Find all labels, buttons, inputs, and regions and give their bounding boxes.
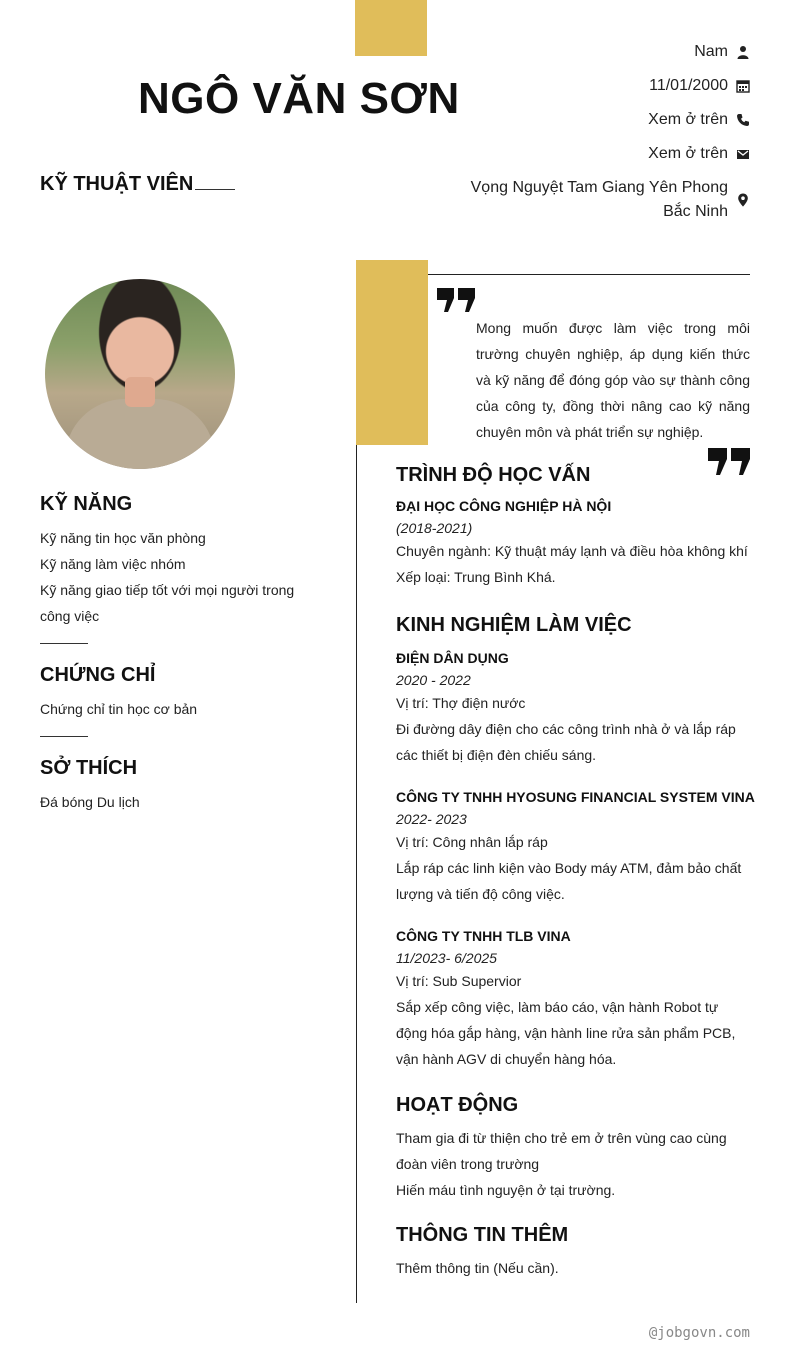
job-entry <box>396 650 750 768</box>
calendar-icon <box>736 79 750 93</box>
job-position: Vị trí: Thợ điện nước <box>396 695 526 711</box>
contact-email <box>450 142 750 166</box>
education-line: Xếp loại: Trung Bình Khá. <box>396 569 556 585</box>
skills-section <box>40 493 320 629</box>
email-text: Xem ở trên <box>648 145 728 162</box>
divider-line <box>40 736 88 737</box>
location-icon <box>736 193 750 207</box>
education-section <box>396 464 750 590</box>
job-description: Lắp ráp các linh kiện vào Body máy ATM, đảm bảo chất lượng và tiến độ công việc. <box>396 860 742 902</box>
certificate-item: Chứng chỉ tin học cơ bản <box>40 701 198 717</box>
experience-heading: KINH NGHIỆM LÀM VIỆC <box>396 614 632 636</box>
skill-item: Kỹ năng làm việc nhóm <box>40 556 186 572</box>
career-objective: Mong muốn được làm việc trong môi trường chuyên nghiệp, áp dụng kiến thức và kỹ năng để đóng góp vào sự thành công của công ty, đồng thời nâng cao kỹ năng chuyên môn và phát triển sự nghiệp. <box>476 320 750 440</box>
education-line: Chuyên ngành: Kỹ thuật máy lạnh và điều hòa không khí <box>396 543 748 559</box>
address-text <box>471 176 728 224</box>
birthdate-text: 11/01/2000 <box>649 77 728 94</box>
email-icon <box>736 147 750 161</box>
divider-line <box>40 643 88 644</box>
quote-divider <box>428 274 750 275</box>
quote-open-icon <box>437 288 475 312</box>
school-name: ĐẠI HỌC CÔNG NGHIỆP HÀ NỘI <box>396 498 612 514</box>
activities-section <box>396 1094 750 1203</box>
activities-heading: HOẠT ĐỘNG <box>396 1094 519 1116</box>
education-period: (2018-2021) <box>396 520 473 536</box>
contact-phone <box>450 108 750 132</box>
job-period: 2022- 2023 <box>396 811 467 827</box>
avatar-shirt <box>65 399 215 469</box>
certificates-divider <box>40 736 320 737</box>
skills-heading: KỸ NĂNG <box>40 493 133 515</box>
footer-watermark: @jobgovn.com <box>648 1325 750 1341</box>
accent-block-top <box>355 0 427 56</box>
certificates-section <box>40 664 320 722</box>
job-company: ĐIỆN DÂN DỤNG <box>396 650 509 666</box>
experience-section <box>396 614 750 637</box>
contact-address <box>450 176 750 224</box>
additional-text: Thêm thông tin (Nếu cần). <box>396 1260 559 1276</box>
column-divider <box>356 445 357 1303</box>
job-period: 2020 - 2022 <box>396 672 471 688</box>
job-description: Đi đường dây điện cho các công trình nhà ở và lắp ráp các thiết bị điện đèn chiếu sáng. <box>396 721 736 763</box>
additional-section <box>396 1224 750 1281</box>
activity-item: Tham gia đi từ thiện cho trẻ em ở trên vùng cao cùng đoàn viên trong trường <box>396 1130 727 1172</box>
skill-item: Kỹ năng tin học văn phòng <box>40 530 206 546</box>
hobbies-section <box>40 757 320 815</box>
additional-heading: THÔNG TIN THÊM <box>396 1224 569 1246</box>
activity-item: Hiến máu tình nguyện ở tại trường. <box>396 1182 616 1198</box>
job-period: 11/2023- 6/2025 <box>396 950 497 966</box>
phone-text: Xem ở trên <box>648 111 728 128</box>
address-line2: Bắc Ninh <box>663 203 728 220</box>
certificates-heading: CHỨNG CHỈ <box>40 664 156 686</box>
job-title <box>40 173 235 196</box>
address-line1: Vọng Nguyệt Tam Giang Yên Phong <box>470 179 728 196</box>
job-entry <box>396 928 750 1072</box>
job-position: Vị trí: Công nhân lắp ráp <box>396 834 548 850</box>
hobby-item: Đá bóng Du lịch <box>40 794 140 810</box>
job-company: CÔNG TY TNHH HYOSUNG FINANCIAL SYSTEM VINA <box>396 789 755 805</box>
education-heading: TRÌNH ĐỘ HỌC VẤN <box>396 464 591 486</box>
job-title-text: KỸ THUẬT VIÊN <box>40 173 194 195</box>
avatar <box>45 279 235 469</box>
job-position: Vị trí: Sub Supervior <box>396 973 522 989</box>
skill-item: Kỹ năng giao tiếp tốt với mọi người trong công việc <box>40 582 295 624</box>
job-description: Sắp xếp công việc, làm báo cáo, vận hành Robot tự động hóa gắp hàng, vận hành line rửa sản phẩm PCB, vận hành AGV di chuyển hàng hóa. <box>396 999 736 1067</box>
contact-gender <box>450 40 750 64</box>
job-company: CÔNG TY TNHH TLB VINA <box>396 928 571 944</box>
job-title-underline <box>195 189 235 190</box>
hobbies-heading: SỞ THÍCH <box>40 757 138 779</box>
avatar-neck <box>125 377 155 407</box>
phone-icon <box>736 113 750 127</box>
accent-block-quote <box>356 260 428 445</box>
contact-birthdate <box>450 74 750 98</box>
person-icon <box>736 45 750 59</box>
skills-divider <box>40 643 320 644</box>
job-entry <box>396 789 755 907</box>
gender-text: Nam <box>694 43 728 60</box>
candidate-name: NGÔ VĂN SƠN <box>138 74 460 123</box>
